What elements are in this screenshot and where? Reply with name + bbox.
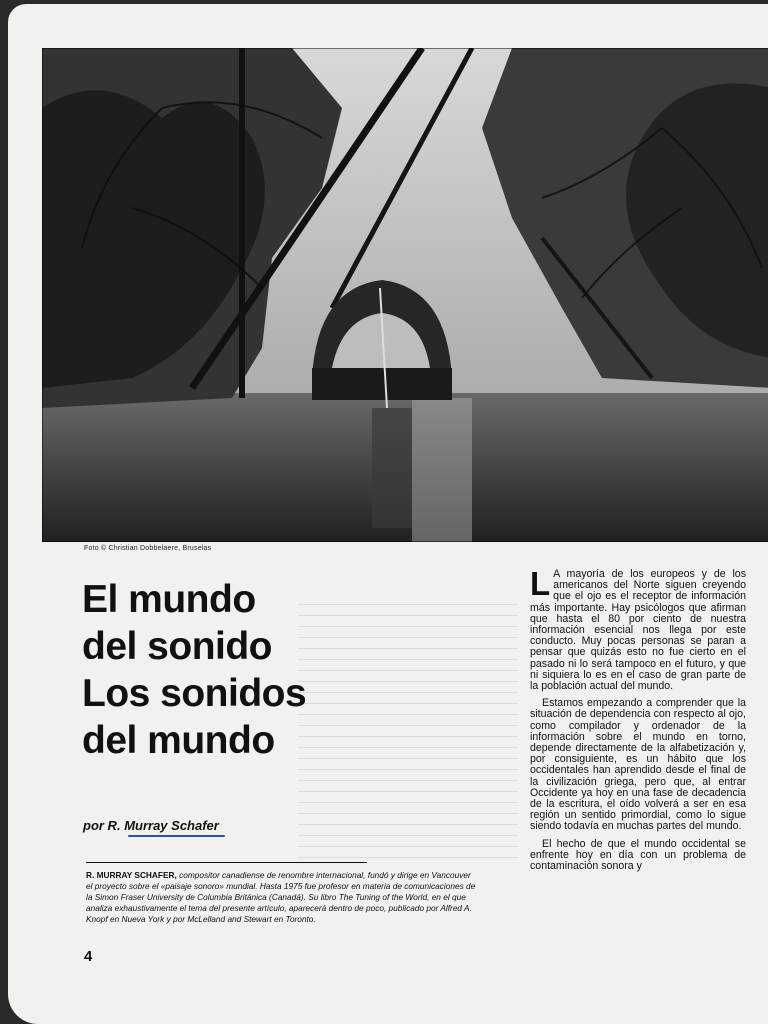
article-body: [530, 565, 746, 878]
bio-lead: R. MURRAY SCHAFER,: [86, 870, 177, 880]
magazine-page: [8, 4, 768, 1024]
title-line: del sonido: [82, 625, 272, 668]
author-bio: [86, 870, 476, 925]
page-number: 4: [84, 948, 93, 965]
title-line: Los sonidos: [82, 672, 307, 715]
paragraph: [530, 565, 746, 693]
title-line: del mundo: [82, 719, 275, 762]
drop-cap: L: [530, 565, 551, 602]
paragraph-text: A mayoría de los europeos y de los americanos del Norte siguen creyendo que el ojo es el receptor de información más importante. Hay psicólogos que afirman que hasta el 80 por ciento de nuestra información esencial nos llega por este conducto. Muy pocas personas se paran a pensar que quizás esto no fue cierto en el pasado ni lo será tampoco en el futuro, y que ni siquiera lo es en el caso de gran parte de la población actual del mundo.: [530, 568, 746, 693]
byline: [83, 818, 219, 833]
photo-credit: Foto © Christian Dobbelaere, Bruselas: [84, 545, 212, 552]
author-name: Murray Schafer: [124, 818, 219, 833]
divider: [86, 862, 367, 863]
jungle-river-boat-photo-icon: [42, 48, 768, 542]
paragraph: El hecho de que el mundo occidental se enfrente hoy en día con un problema de contaminación sonora y: [530, 837, 746, 873]
article-title: [82, 576, 402, 764]
title-line: El mundo: [82, 578, 256, 621]
paragraph: Estamos empezando a comprender que la situación de dependencia con respecto al ojo, como compilador y ordenador de la información sobre el mundo en torno, depende directamente de la alfabetización y, por consiguiente, es un hábito que los occidentales han aprendido desde el final de la civilización griega, pero que, al entrar Occidente ya hoy en una fase de decadencia de la escritura, el oído volverá a ser en esa región un sentido primordial, como lo sigue siendo todavía en muchas partes del mundo.: [530, 697, 746, 833]
byline-prefix: por R.: [83, 818, 121, 833]
article-photo: [42, 48, 768, 542]
bio-text: compositor canadiense de renombre internacional, fundó y dirige en Vancouver el proyecto sobre el «paisaje sonoro» mundial. Hasta 1975 fue profesor en materia de comunicaciones de la Simon Fraser University de Columbia Británica (Canadá). Su libro The Tuning of the World, en el que analiza exhaustivamente el tema del presente artículo, aparecerá dentro de poco, publicado por Alfred A. Knopf en Nueva York y por McLelland and Stewart en Toronto.: [86, 870, 476, 924]
